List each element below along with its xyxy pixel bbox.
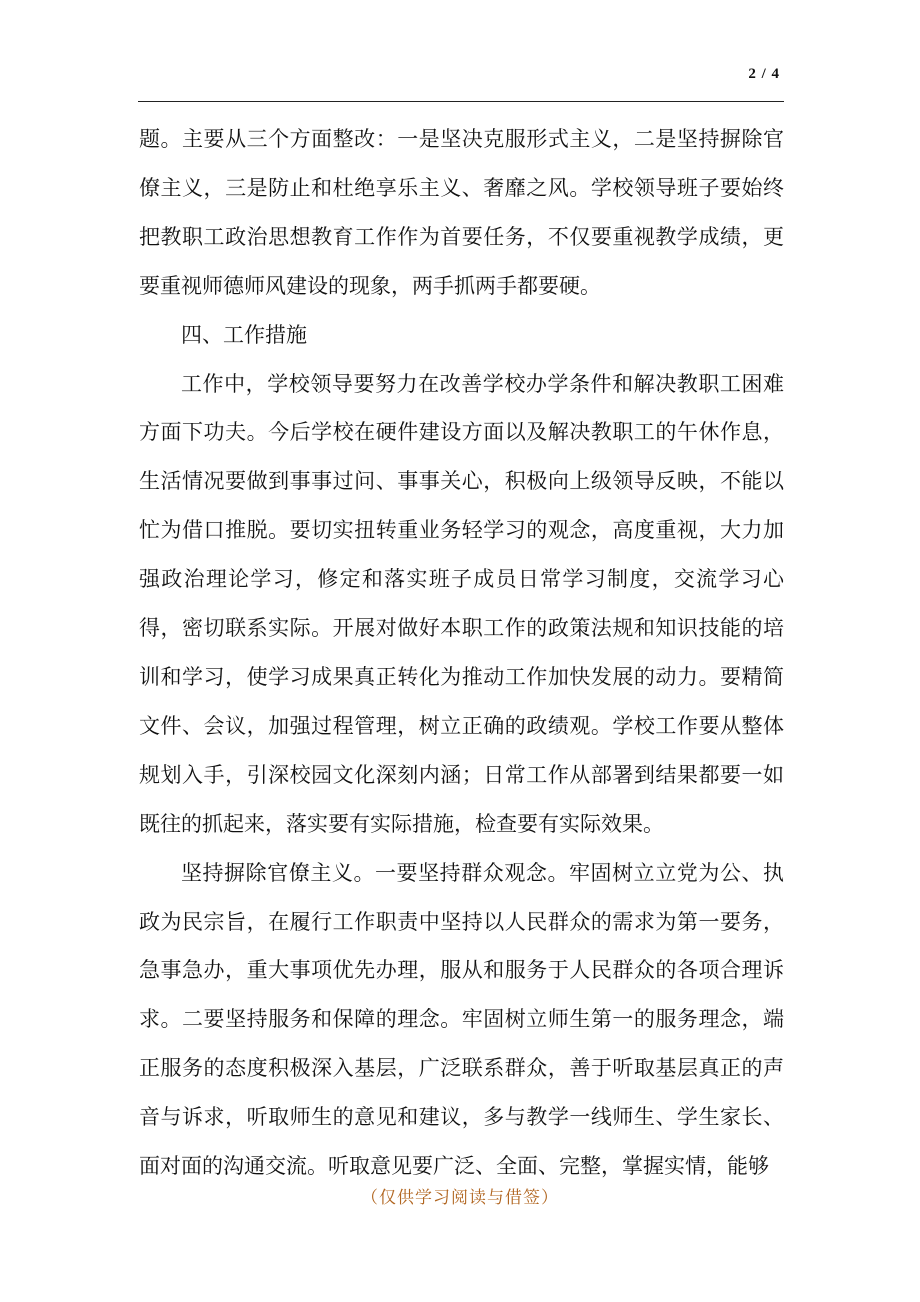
footer-notice: （仅供学习阅读与借签） [361,1188,559,1208]
page-number: 2 / 4 [748,66,780,82]
paragraph-work-measures: 工作中，学校领导要努力在改善学校办学条件和解决教职工困难方面下功夫。今后学校在硬件建设方面以及解决教职工的午休作息，生活情况要做到事事过问、事事关心，积极向上级领导反映，不能以忙为借口推脱。要切实扭转重业务轻学习的观念，高度重视，大力加强政治理论学习，修定和落实班子成员日常学习制度，交流学习心得，密切联系实际。开展对做好本职工作的政策法规和知识技能的培训和学习，使学习成果真正转化为推动工作加快发展的动力。要精简文件、会议，加强过程管理，树立正确的政绩观。学校工作要从整体规划入手，引深校园文化深刻内涵；日常工作从部署到结果都要一如既往的抓起来，落实要有实际措施，检查要有实际效果。 [139,371,784,836]
paragraph-anti-bureaucracy: 坚持摒除官僚主义。一要坚持群众观念。牢固树立立党为公、执政为民宗旨，在履行工作职责中坚持以人民群众的需求为第一要务，急事急办，重大事项优先办理，服从和服务于人民群众的各项合理诉求。二要坚持服务和保障的理念。牢固树立师生第一的服务理念，端正服务的态度积极深入基层，广泛联系群众，善于听取基层真正的声音与诉求，听取师生的意见和建议，多与教学一线师生、学生家长、面对面的沟通交流。听取意见要广泛、全面、完整，掌握实情，能够 [139,860,784,1179]
section-heading-work-measures: 四、工作措施 [181,322,307,347]
header-divider [138,101,784,102]
paragraph-continuation: 题。主要从三个方面整改：一是坚决克服形式主义，二是坚持摒除官僚主义，三是防止和杜绝享乐主义、奢靡之风。学校领导班子要始终把教职工政治思想教育工作作为首要任务，不仅要重视教学成绩，更要重视师德师风建设的现象，两手抓两手都要硬。 [139,127,784,298]
document-body [139,115,784,1191]
